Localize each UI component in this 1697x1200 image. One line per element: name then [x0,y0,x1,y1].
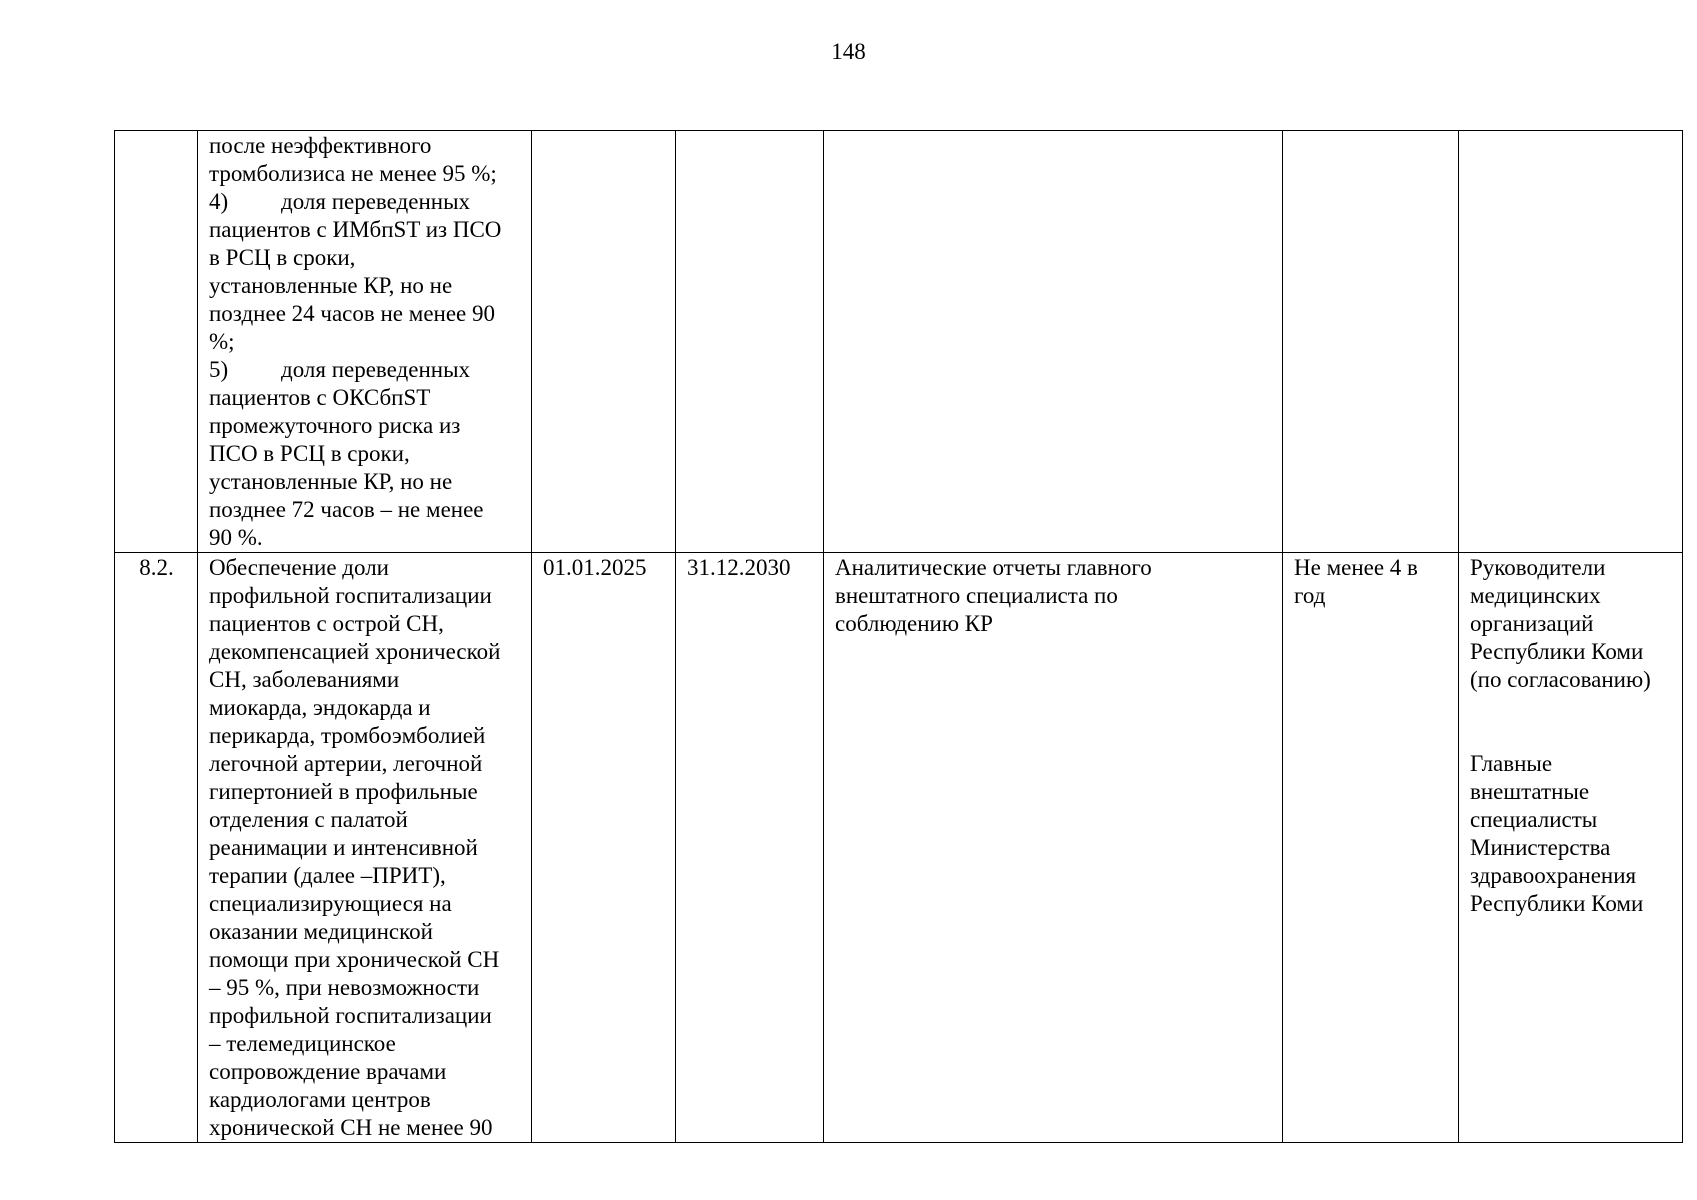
description-line: промежуточного риска из [209,413,461,438]
responsible-cell [1459,553,1683,1143]
row-number-cell: 8.2. [115,553,198,1143]
description-line: после неэффективного [209,133,432,158]
description-line: пациентов с ОКСбпST [209,385,431,410]
start-date-cell: 01.01.2025 [532,553,676,1143]
description-line: декомпенсацией хронической [209,639,501,664]
description-list-item [209,188,521,216]
start-date-cell [532,131,676,553]
description-line: – 95 %, при невозможности [209,975,480,1000]
description-line: оказании медицинской [209,919,433,944]
description-line: профильной госпитализации [209,1003,492,1028]
responsible-line: здравоохранения [1470,863,1637,888]
responsible-line: специалисты [1470,807,1598,832]
frequency-cell [1283,131,1459,553]
table-row-8-2 [115,553,1683,1143]
description-line: установленные КР, но не [209,273,453,298]
description-line: легочной артерии, легочной [209,751,483,776]
description-line: пациентов с ИМбпST из ПСО [209,217,502,242]
list-item-text: доля переведенных [281,189,471,214]
result-cell [824,131,1283,553]
description-line: перикарда, тромбоэмболией [209,723,486,748]
frequency-line: Не менее 4 в [1294,555,1418,580]
responsible-line: Министерства [1470,835,1611,860]
description-line: позднее 24 часов не менее 90 [209,301,496,326]
row-number-cell [115,131,198,553]
description-line: установленные КР, но не [209,469,453,494]
responsible-line: Руководители [1470,555,1606,580]
responsible-line: внештатные [1470,779,1590,804]
responsible-line: Главные [1470,751,1553,776]
description-line: ПСО в РСЦ в сроки, [209,441,410,466]
responsible-line: (по согласованию) [1470,667,1651,692]
description-line: специализирующиеся на [209,891,452,916]
description-line: реанимации и интенсивной [209,835,478,860]
list-marker: 4) [209,189,229,214]
description-list-item [209,356,521,384]
description-line: – телемедицинское [209,1031,396,1056]
frequency-line: год [1294,583,1326,608]
description-line: в РСЦ в сроки, [209,245,356,270]
description-line: гипертонией в профильные [209,779,478,804]
result-line: Аналитические отчеты главного [835,555,1152,580]
measures-table [114,130,1683,1143]
table-row-continued [115,131,1683,553]
list-item-text: доля переведенных [281,357,471,382]
description-line: СН, заболеваниями [209,667,400,692]
responsible-line: Республики Коми [1470,891,1644,916]
description-line: 90 %. [209,525,263,550]
description-line: отделения с палатой [209,807,408,832]
end-date-cell: 31.12.2030 [676,553,824,1143]
description-line: сопровождение врачами [209,1059,447,1084]
result-cell [824,553,1283,1143]
result-line: соблюдению КР [835,611,993,636]
list-marker: 5) [209,357,229,382]
description-line: %; [209,329,235,354]
responsible-cell [1459,131,1683,553]
description-line: миокарда, эндокарда и [209,695,431,720]
page-number: 148 [831,39,866,64]
frequency-cell [1283,553,1459,1143]
description-line: терапии (далее –ПРИТ), [209,863,446,888]
description-cell [198,131,532,553]
paragraph-gap [1470,694,1672,750]
description-line: Обеспечение доли [209,555,389,580]
end-date-cell [676,131,824,553]
description-line: профильной госпитализации [209,583,492,608]
description-line: тромболизиса не менее 95 %; [209,161,497,186]
responsible-line: Республики Коми [1470,639,1644,664]
description-line: хронической СН не менее 90 [209,1115,493,1140]
responsible-line: организаций [1470,611,1594,636]
description-line: позднее 72 часов – не менее [209,497,484,522]
description-line: кардиологами центров [209,1087,431,1112]
description-line: пациентов с острой СН, [209,611,444,636]
description-line: помощи при хронической СН [209,947,500,972]
description-cell [198,553,532,1143]
responsible-line: медицинских [1470,583,1601,608]
result-line: внештатного специалиста по [835,583,1118,608]
